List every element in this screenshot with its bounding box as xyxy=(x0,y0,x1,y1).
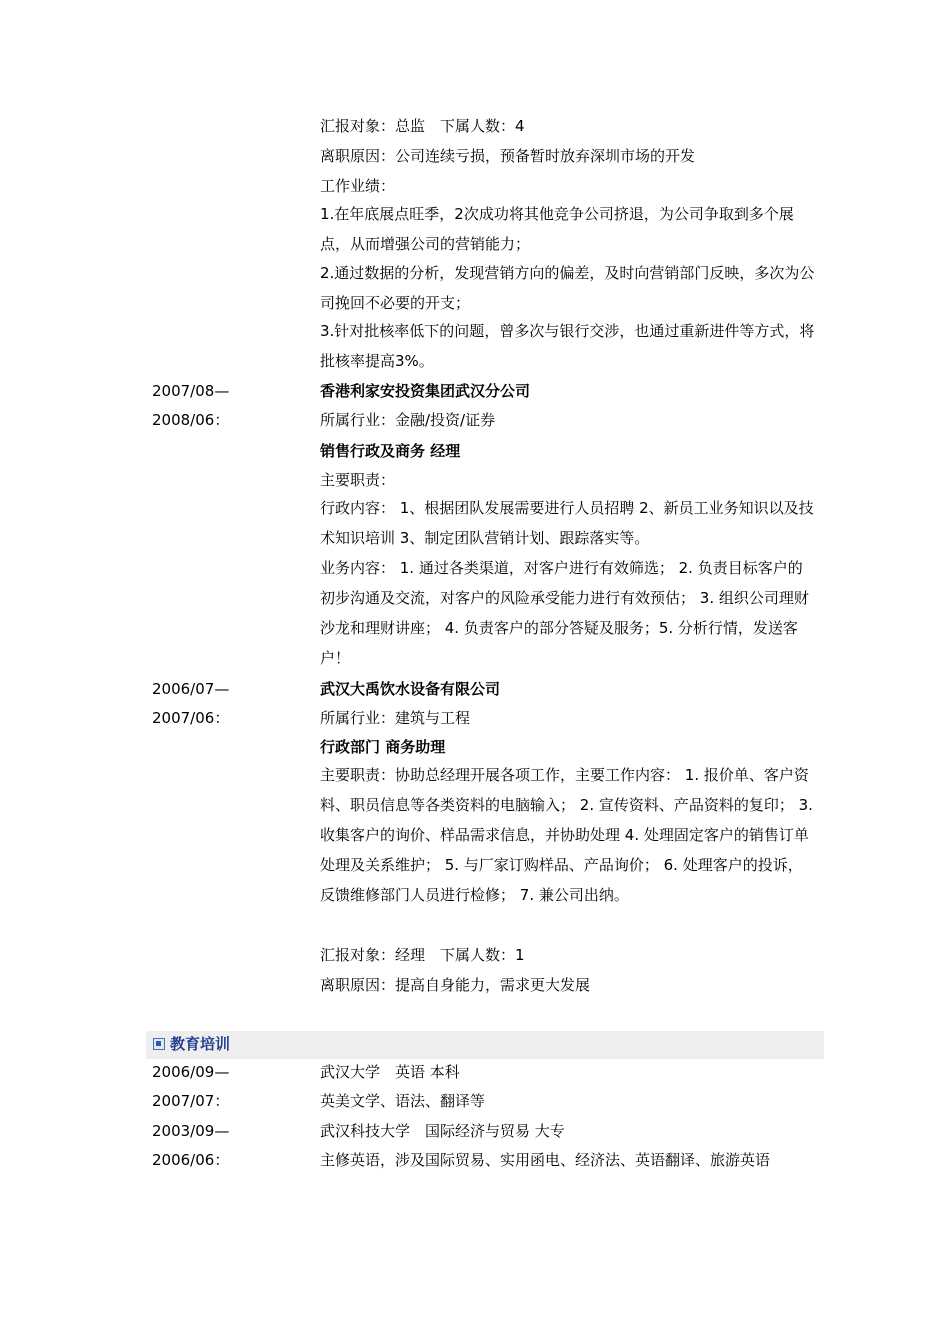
edu-2-school-row xyxy=(152,1116,824,1146)
achievement-3: 3.针对批核率低下的问题，曾多次与银行交涉，也通过重新进件等方式，将批核率提高3%。 xyxy=(320,322,815,370)
job-2-admin-duties: 行政内容： 1、根据团队发展需要进行人员招聘 2、新员工业务知识以及技术知识培训 3、制定团队营销计划、跟踪落实等。 xyxy=(320,499,814,547)
edu-1-detail: 英美文学、语法、翻译等 xyxy=(320,1092,486,1110)
report-line: 汇报对象：总监 下属人数：4 xyxy=(320,117,525,135)
job-3-company: 武汉大禹饮水设备有限公司 xyxy=(320,680,501,698)
job-2-position: 销售行政及商务 经理 xyxy=(320,442,461,460)
job-3-duties: 主要职责：协助总经理开展各项工作，主要工作内容： 1. 报价单、客户资料、职员信息等各类资料的电脑输入； 2. 宣传资料、产品资料的复印； 3. 收集客户的询价、样品需求信息，并协助处理 4. 处理固定客户的销售订单处理及关系维护； 5. 与厂家订购样品、产品询价； 6. 处理客户的投诉，反馈维修部门人员进行检修； 7. 兼公司出纳。 xyxy=(320,766,813,904)
job-3-leave-reason: 离职原因：提高自身能力，需求更大发展 xyxy=(320,976,591,994)
edu-2-date-end: 2006/06： xyxy=(152,1151,230,1169)
job-3-industry: 所属行业：建筑与工程 xyxy=(320,709,471,727)
job-2-header-row xyxy=(152,376,824,406)
job-2-company: 香港利家安投资集团武汉分公司 xyxy=(320,382,531,400)
edu-1-school: 武汉大学 英语 本科 xyxy=(320,1063,460,1081)
education-section-header xyxy=(146,1031,824,1059)
edu-1-detail-row xyxy=(152,1086,824,1116)
job-2-date-start: 2007/08— xyxy=(152,382,230,400)
edu-2-school: 武汉科技大学 国际经济与贸易 大专 xyxy=(320,1122,565,1140)
edu-2-detail-row xyxy=(152,1145,824,1205)
achievement-1: 1.在年底展点旺季，2次成功将其他竞争公司挤退，为公司争取到多个展点，从而增强公司的营销能力； xyxy=(320,205,794,253)
job-2-date-end: 2008/06： xyxy=(152,411,230,429)
section-bullet-icon xyxy=(153,1038,165,1050)
job-3-report-line: 汇报对象：经理 下属人数：1 xyxy=(320,946,525,964)
job-3-date-end: 2007/06： xyxy=(152,709,230,727)
edu-2-date-start: 2003/09— xyxy=(152,1122,230,1140)
job-3-date-start: 2006/07— xyxy=(152,680,230,698)
leave-reason: 离职原因：公司连续亏损，预备暂时放弃深圳市场的开发 xyxy=(320,147,696,165)
job-2-duties-label: 主要职责： xyxy=(320,471,396,489)
edu-2-detail: 主修英语，涉及国际贸易、实用函电、经济法、英语翻译、旅游英语 xyxy=(320,1151,771,1169)
edu-1-date-start: 2006/09— xyxy=(152,1063,230,1081)
edu-1-school-row xyxy=(152,1057,824,1087)
job-3-position: 行政部门 商务助理 xyxy=(320,738,446,756)
achievement-2: 2.通过数据的分析，发现营销方向的偏差，及时向营销部门反映，多次为公司挽回不必要的开支； xyxy=(320,264,815,312)
job-2-business-duties: 业务内容： 1. 通过各类渠道，对客户进行有效筛选； 2. 负责目标客户的初步沟通及交流，对客户的风险承受能力进行有效预估； 3. 组织公司理财沙龙和理财讲座； 4. 负责客户的部分答疑及服务；5. 分析行情，发送客户！ xyxy=(320,559,809,667)
job-3-industry-row xyxy=(152,703,824,733)
job-2-industry: 所属行业：金融/投资/证券 xyxy=(320,411,496,429)
job-2-industry-row xyxy=(152,405,824,435)
education-section-title: 教育培训 xyxy=(170,1035,231,1053)
edu-1-date-end: 2007/07： xyxy=(152,1092,230,1110)
job-3-header-row xyxy=(152,674,824,704)
achievements-label: 工作业绩： xyxy=(320,177,396,195)
